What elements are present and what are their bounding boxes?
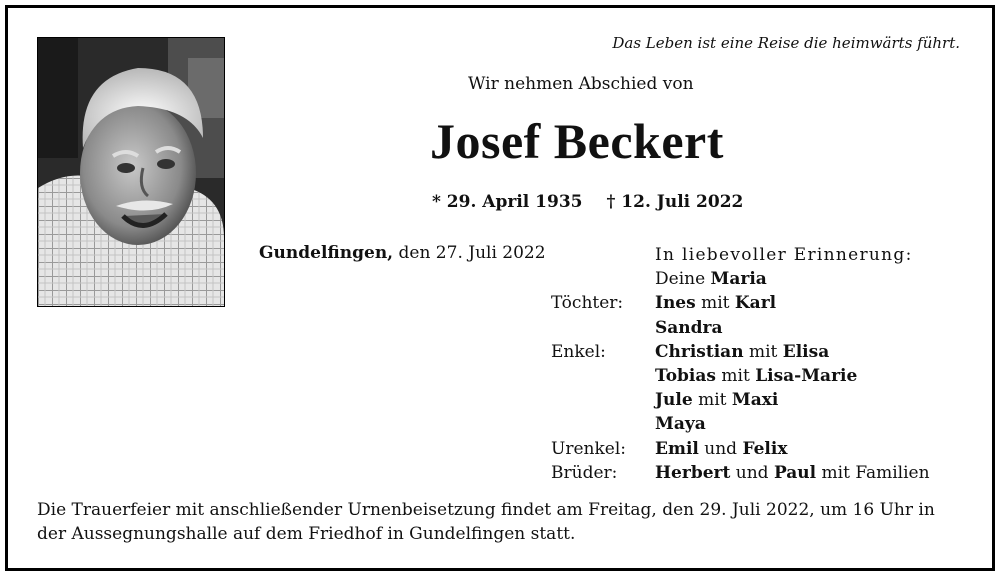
portrait-photo [37, 37, 225, 307]
place-town: Gundelfingen, [259, 243, 394, 263]
relation-label: Enkel: [551, 341, 606, 362]
mourner-name: Ines [655, 293, 696, 314]
mourner-name: Tobias [655, 365, 716, 386]
connector-text: mit [695, 293, 735, 314]
mourner-row [540, 437, 930, 461]
relation-label [540, 267, 655, 291]
mourner-names [655, 267, 767, 291]
mourner-name: Lisa-Marie [755, 365, 858, 386]
mourner-name: Herbert [655, 462, 731, 483]
mourner-name: Sandra [655, 317, 723, 338]
relation-label [540, 412, 655, 436]
relation-label [540, 388, 655, 412]
relation-label [540, 364, 655, 388]
mourner-name: Felix [742, 438, 788, 459]
relation-label: Brüder: [551, 462, 618, 483]
mourner-names [655, 340, 829, 364]
intro-line: Wir nehmen Abschied von [468, 74, 694, 94]
mourner-name: Karl [734, 293, 777, 314]
connector-text: mit [715, 365, 756, 386]
life-dates [432, 192, 743, 212]
mourner-row [540, 316, 930, 340]
place-date [259, 243, 546, 263]
mourner-name: Elisa [782, 341, 830, 362]
connector-text: Deine [655, 269, 711, 290]
connector-text: und [730, 462, 774, 483]
mourner-names [655, 316, 723, 340]
mourner-row [540, 364, 930, 388]
mourner-row [540, 388, 930, 412]
motto-quote: Das Leben ist eine Reise die heimwärts führt. [612, 34, 960, 52]
relation-label: Töchter: [551, 293, 624, 314]
mourner-row [540, 267, 930, 291]
funeral-service-text: Die Trauerfeier mit anschließender Urnenbeisetzung findet am Freitag, den 29. Juli 2022, um 16 Uhr in der Aussegnungshalle auf dem Friedhof in Gundelfingen statt. [37, 500, 935, 544]
relation-label [540, 316, 655, 340]
mourner-name: Maria [710, 269, 767, 290]
mourner-row [540, 461, 930, 485]
mourner-names [655, 437, 787, 461]
mourner-name: Paul [773, 462, 817, 483]
mourners-list [540, 243, 930, 485]
mourner-names [655, 388, 778, 412]
row-label [540, 243, 655, 267]
connector-text: mit Familien [816, 462, 930, 483]
remembrance-row [540, 243, 930, 267]
connector-text: mit [692, 390, 732, 411]
mourner-row [540, 340, 930, 364]
relation-label: Urenkel: [551, 438, 626, 459]
place-date-text: den 27. Juli 2022 [398, 243, 546, 263]
connector-text: und [698, 438, 743, 459]
remembrance-text: In liebevoller Erinnerung: [655, 245, 913, 265]
mourner-row [540, 291, 930, 315]
mourner-names [655, 412, 706, 436]
mourner-names [655, 364, 857, 388]
mourner-names [655, 291, 776, 315]
mourner-names [655, 461, 930, 485]
mourner-name: Maxi [731, 390, 779, 411]
mourner-name: Emil [655, 438, 699, 459]
mourner-row [540, 412, 930, 436]
mourner-name: Christian [655, 341, 744, 362]
death-date: † 12. Juli 2022 [606, 192, 744, 212]
mourner-name: Maya [655, 414, 706, 435]
mourner-name: Jule [655, 390, 693, 411]
deceased-name: Josef Beckert [430, 113, 724, 169]
connector-text: mit [743, 341, 783, 362]
birth-date: * 29. April 1935 [432, 192, 583, 212]
